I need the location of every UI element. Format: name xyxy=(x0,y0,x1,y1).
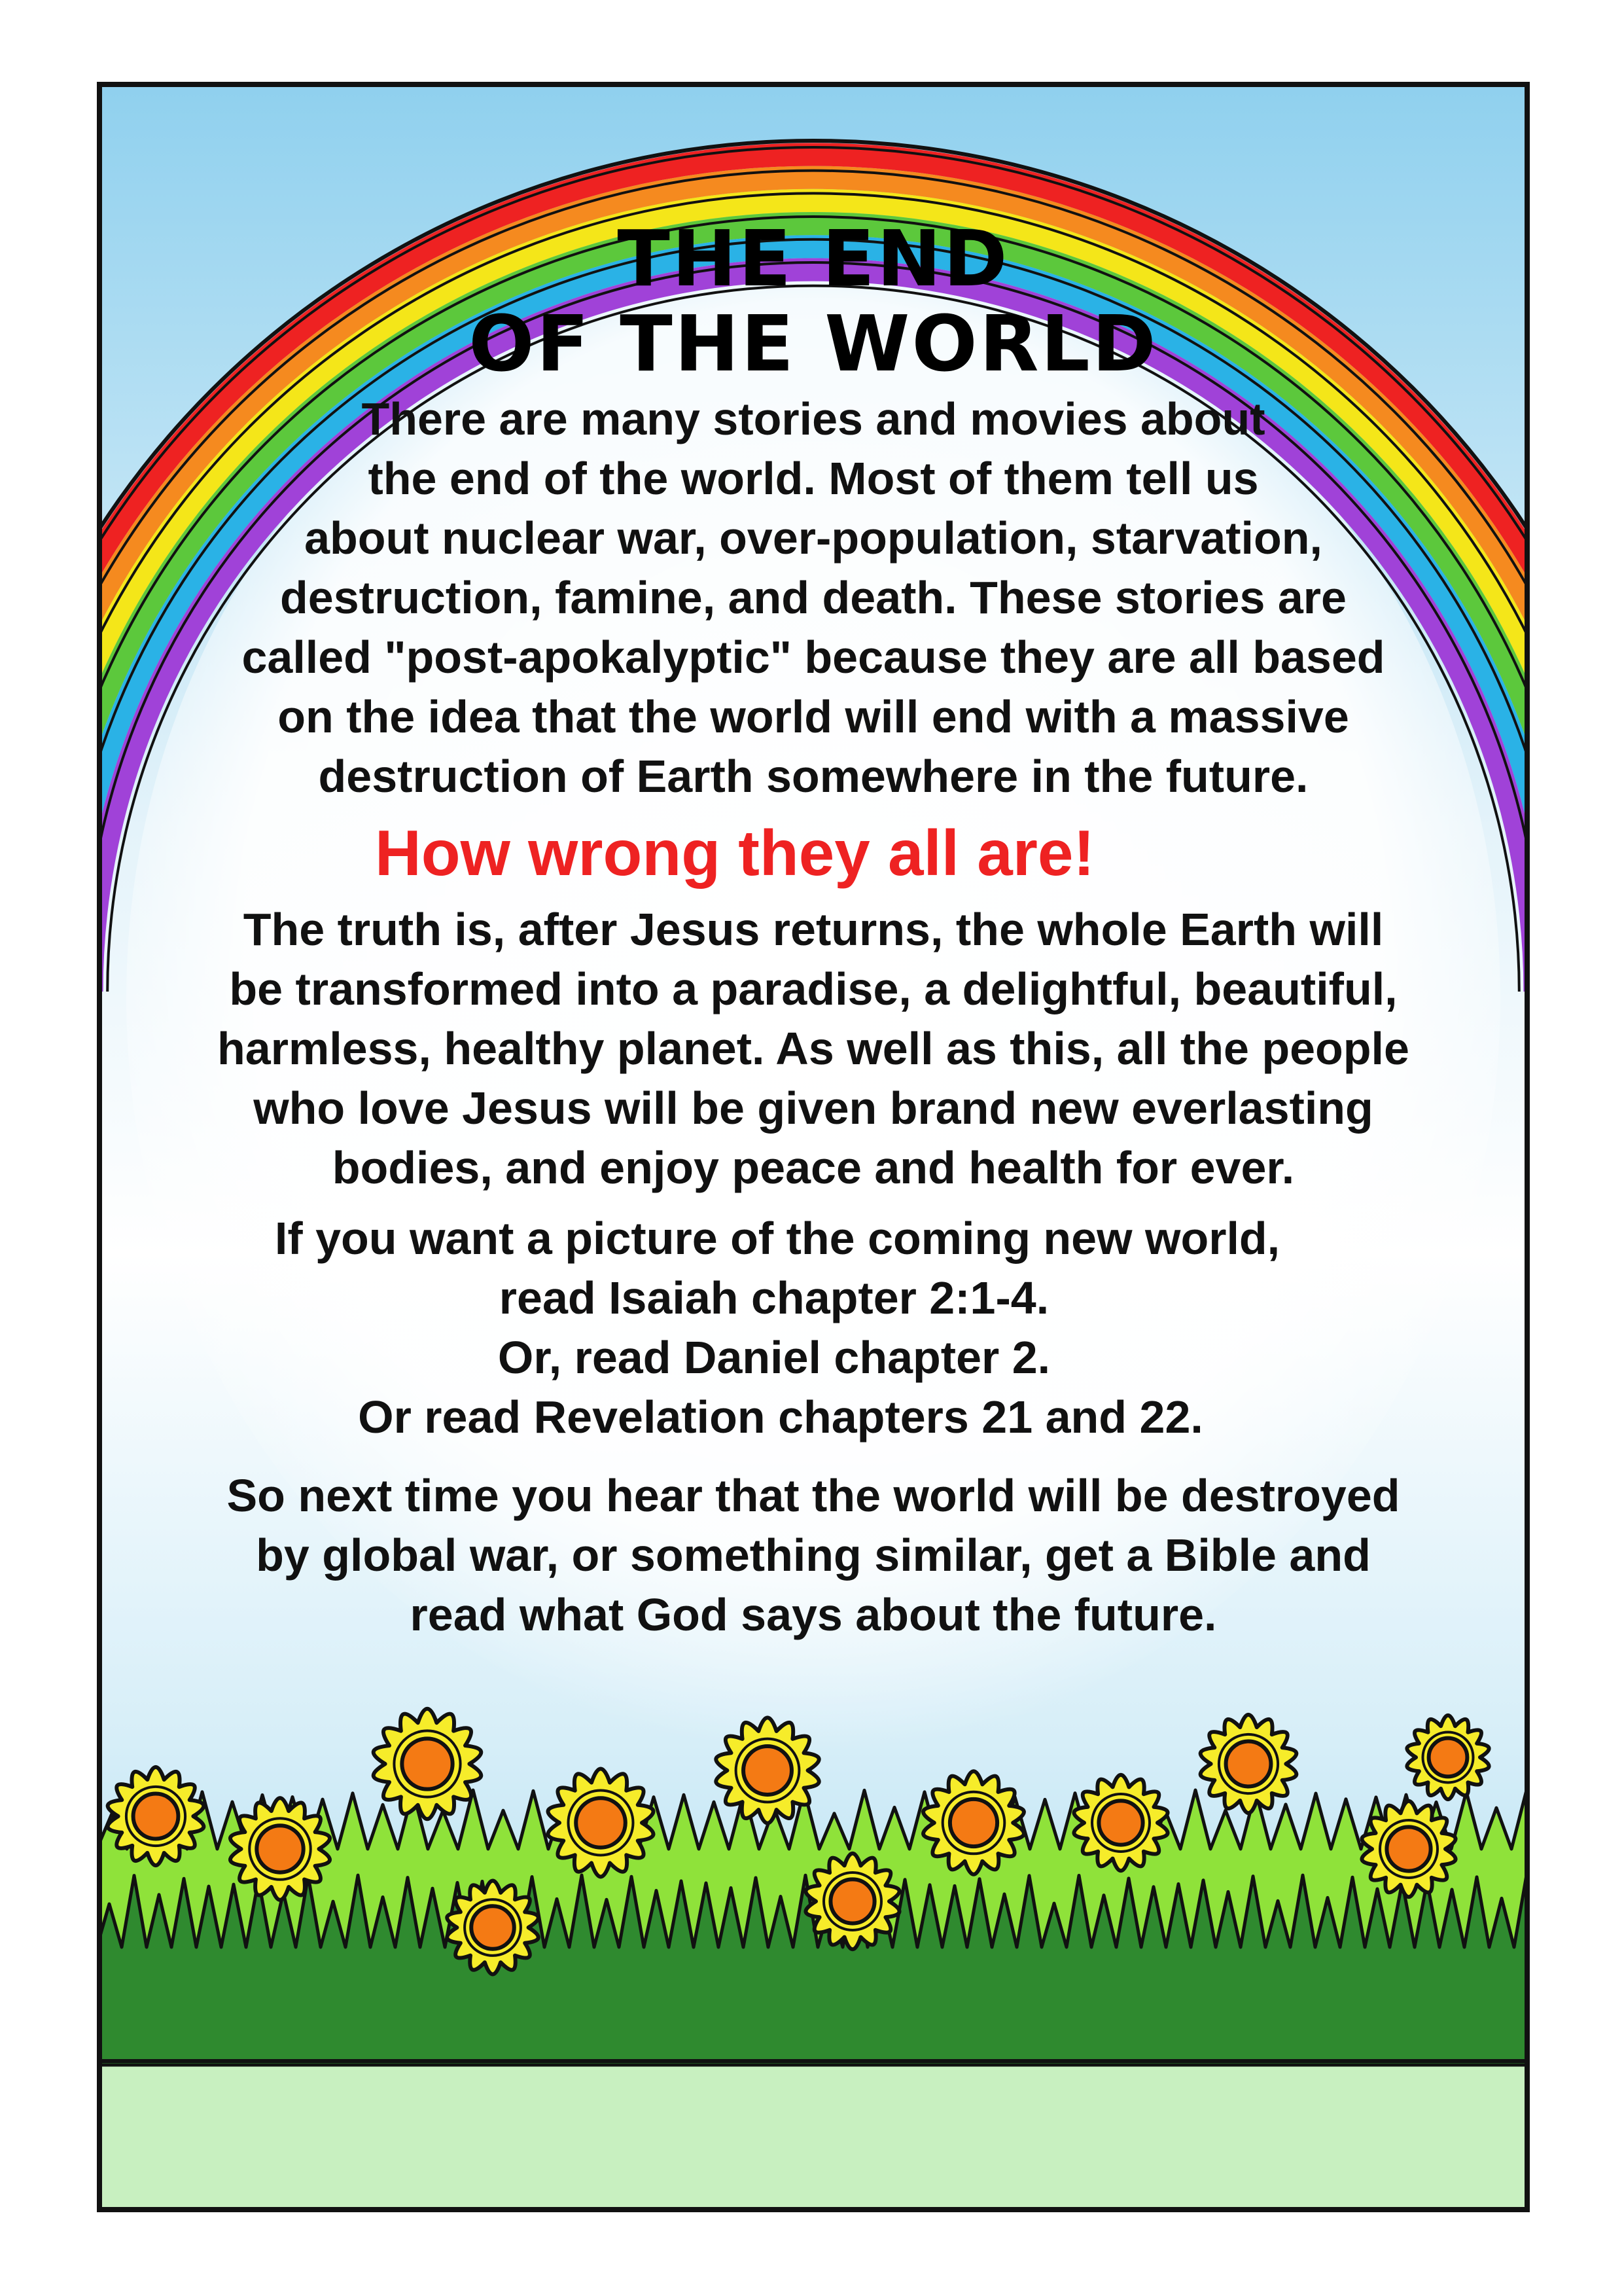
intro-line: There are many stories and movies about xyxy=(361,393,1265,444)
intro-line: on the idea that the world will end with a massive xyxy=(277,691,1349,742)
truth-paragraph xyxy=(97,900,1530,1198)
intro-paragraph xyxy=(97,389,1530,806)
exclamation-heading: How wrong they all are! xyxy=(375,817,1095,889)
title-line-2: OF THE WORLD xyxy=(468,298,1158,389)
intro-line: called "post-apokalyptic" because they are all based xyxy=(241,632,1385,683)
reading-line: If you want a picture of the coming new world, xyxy=(274,1213,1280,1264)
title-line-1: THE END xyxy=(617,213,1010,304)
intro-line: the end of the world. Most of them tell us xyxy=(368,453,1259,504)
reading-line: Or read Revelation chapters 21 and 22. xyxy=(358,1391,1203,1443)
page-frame xyxy=(97,82,1530,2212)
truth-line: The truth is, after Jesus returns, the whole Earth will xyxy=(243,904,1384,955)
truth-line: harmless, healthy planet. As well as this, all the people xyxy=(217,1023,1409,1074)
truth-line: be transformed into a paradise, a delightful, beautiful, xyxy=(229,963,1398,1014)
reading-line: read Isaiah chapter 2:1-4. xyxy=(499,1272,1050,1323)
closing-line: by global war, or something similar, get a Bible and xyxy=(256,1530,1371,1581)
closing-line: So next time you hear that the world will be destroyed xyxy=(226,1470,1400,1521)
reading-line: Or, read Daniel chapter 2. xyxy=(497,1332,1051,1383)
closing-paragraph xyxy=(97,1466,1530,1645)
intro-line: about nuclear war, over-population, starvation, xyxy=(304,512,1322,564)
reading-paragraph xyxy=(97,1209,1530,1447)
ground xyxy=(97,2060,1530,2212)
closing-line: read what God says about the future. xyxy=(410,1589,1217,1640)
intro-line: destruction of Earth somewhere in the future. xyxy=(318,751,1309,802)
intro-line: destruction, famine, and death. These stories are xyxy=(280,572,1347,623)
truth-line: who love Jesus will be given brand new everlasting xyxy=(253,1083,1373,1134)
truth-line: bodies, and enjoy peace and health for ever. xyxy=(332,1142,1295,1193)
